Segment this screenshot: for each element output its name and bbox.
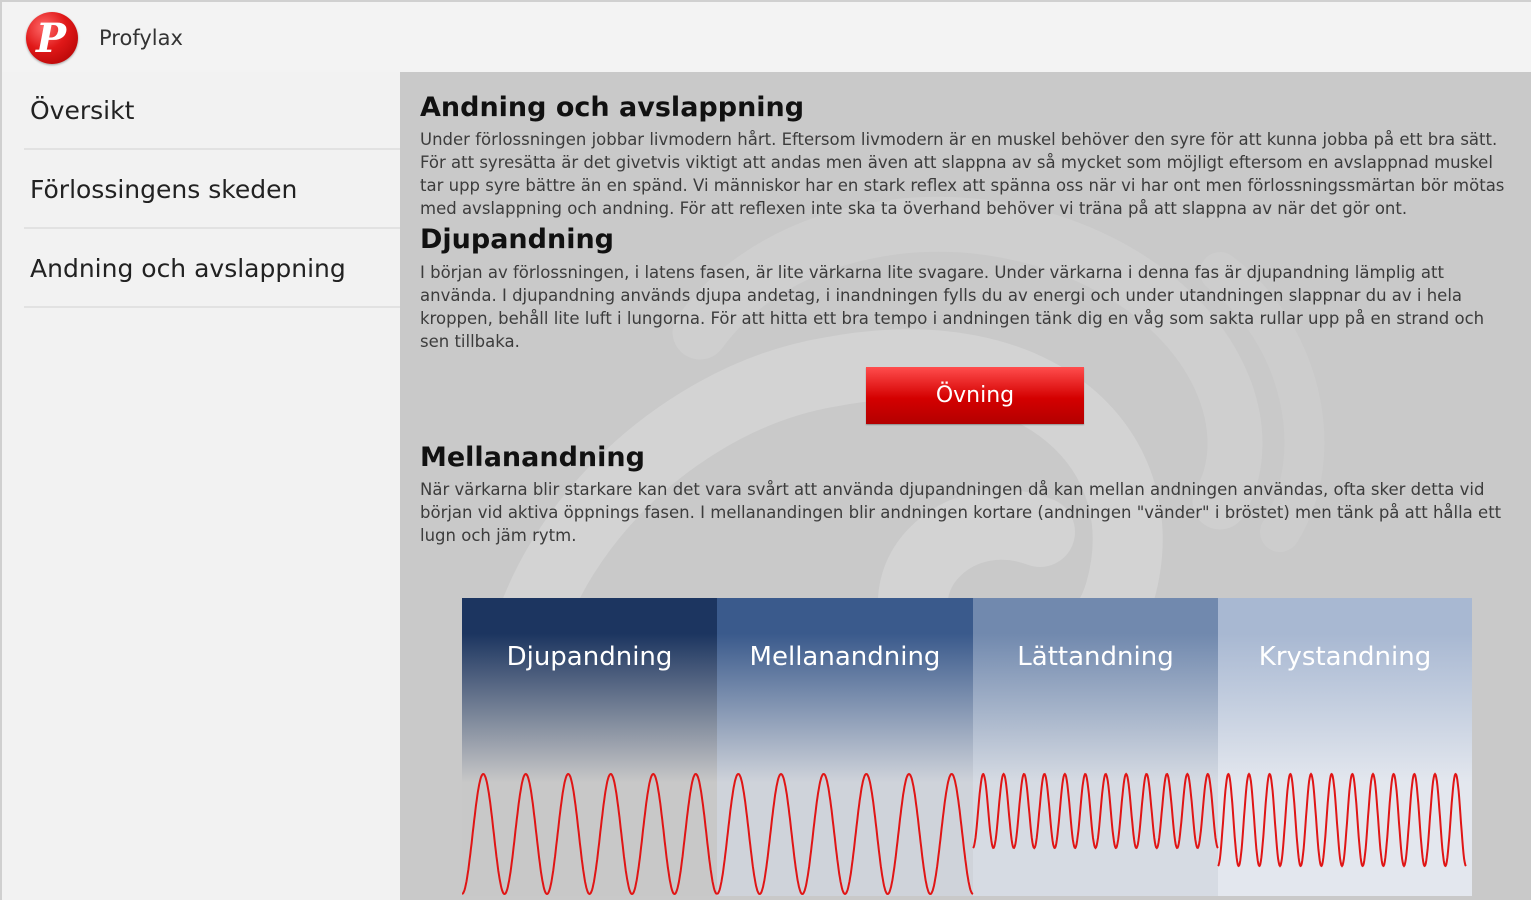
app-header bbox=[2, 2, 1531, 72]
logo-letter: P bbox=[35, 15, 67, 62]
sidebar-item-label: Andning och avslappning bbox=[30, 254, 346, 283]
section-text-djupandning: I början av förlossningen, i latens fasen, är lite värkarna lite svagare. Under värkarna i denna fas är djupandning lämplig att använda. I djupandning används djupa andetag, i inandningen fylls du av energi och under utandningen slappnar du av i hela kroppen, behåll lite luft i lungorna. För att hitta ett bra tempo i andningen tänk dig en våg som sakta rullar upp på en strand och sen tillbaka. bbox=[420, 262, 1485, 351]
article bbox=[420, 92, 1510, 547]
exercise-button-container bbox=[420, 367, 1510, 424]
breathing-diagram bbox=[462, 598, 1472, 896]
sidebar-item-andning-och-avslappning[interactable] bbox=[24, 230, 400, 308]
section-heading-djupandning: Djupandning bbox=[420, 224, 615, 256]
wave-segment-3 bbox=[973, 774, 1218, 848]
app-logo-icon[interactable] bbox=[26, 12, 78, 64]
main-content[interactable] bbox=[400, 72, 1531, 900]
sidebar-item-label: Förlossingens skeden bbox=[30, 175, 298, 204]
sidebar-item-oversikt[interactable] bbox=[24, 72, 400, 150]
panel-label: Djupandning bbox=[506, 642, 673, 672]
wave-segment-2 bbox=[717, 774, 973, 894]
sidebar-item-forlossingens-skeden[interactable] bbox=[24, 151, 400, 229]
wave-segment-1 bbox=[462, 774, 717, 894]
wave-segment-4 bbox=[1218, 774, 1466, 866]
page-title: Andning och avslappning bbox=[420, 92, 805, 123]
breathing-wave-graph bbox=[462, 598, 1472, 896]
exercise-button[interactable]: Övning bbox=[866, 367, 1084, 424]
panel-label: Lättandning bbox=[1017, 642, 1174, 672]
app-title: Profylax bbox=[99, 26, 183, 50]
section-text-mellanandning: När värkarna blir starkare kan det vara svårt att använda djupandningen då kan mellan andningen användas, ofta sker detta vid början vid aktiva öppnings fasen. I mellanandingen blir andningen kortare (andningen "vänder" i bröstet) men tänk på att hålla ett lugn och jäm rytm. bbox=[420, 480, 1502, 546]
intro-paragraph: Under förlossningen jobbar livmodern hårt. Eftersom livmodern är en muskel behöver den syre för att kunna jobba på ett bra sätt. För att syresätta är det givetvis viktigt att andas men även att slappna av så mycket som möjligt eftersom en avslappnad muskel tar upp syre bättre än en spänd. Vi människor har en stark reflex att spänna oss när vi har ont men förlossningssmärtan bör mötas med avslappning och andning. För att reflexen inte ska ta överhand behöver vi träna på att slappna av när det gör ont. bbox=[420, 130, 1505, 219]
section-heading-mellanandning: Mellanandning bbox=[420, 441, 645, 473]
sidebar-item-label: Översikt bbox=[30, 96, 135, 125]
sidebar bbox=[2, 72, 400, 900]
panel-label: Mellanandning bbox=[749, 642, 941, 672]
panel-label: Krystandning bbox=[1258, 642, 1432, 672]
